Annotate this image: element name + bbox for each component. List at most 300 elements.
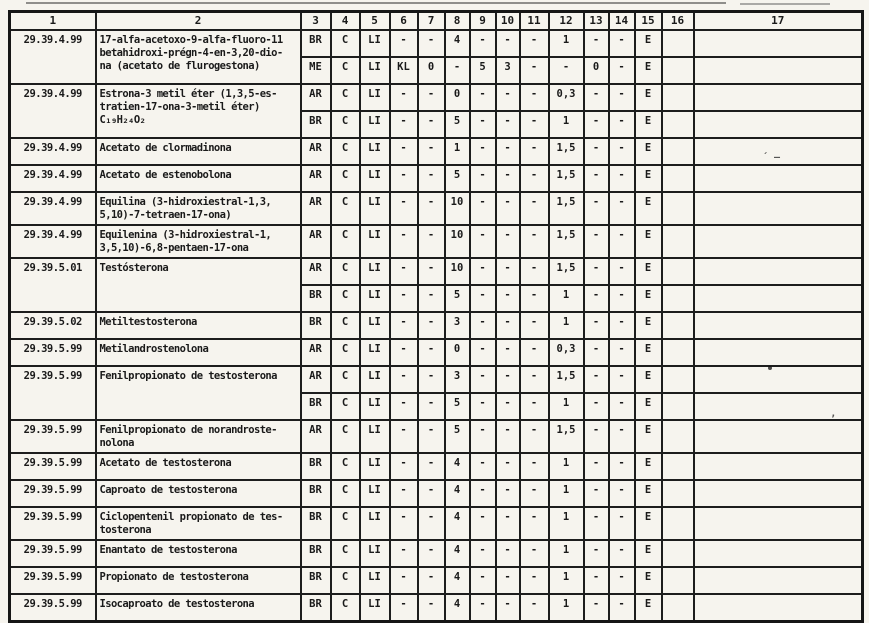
value-cell-col13: - (584, 138, 609, 165)
value-cell-col6: - (390, 138, 418, 165)
column-header-3: 3 (301, 12, 331, 31)
tariff-code-cell: 29.39.5.99 (10, 540, 96, 567)
value-cell-col8: 1 (445, 138, 470, 165)
column-header-2: 2 (96, 12, 301, 31)
table-row (10, 480, 863, 507)
value-cell-col5: LI (360, 366, 390, 393)
value-cell-col8: 4 (445, 30, 470, 57)
table-row (10, 594, 863, 622)
value-cell-col9: - (470, 285, 496, 312)
scan-artifact-line (26, 2, 726, 4)
tariff-code-cell: 29.39.5.99 (10, 594, 96, 622)
value-cell-col14: - (609, 540, 635, 567)
value-cell-col3: BR (301, 540, 331, 567)
substance-name-line: Acetato de estenobolona (99, 169, 232, 181)
substance-name-cell (96, 540, 301, 567)
value-cell-col9: - (470, 138, 496, 165)
value-cell-col7: - (418, 30, 445, 57)
value-cell-col5: LI (360, 258, 390, 285)
value-cell-col6: - (390, 420, 418, 453)
value-cell-col16 (662, 225, 694, 258)
value-cell-col16 (662, 540, 694, 567)
value-cell-col13: - (584, 192, 609, 225)
tariff-code-cell: 29.39.4.99 (10, 30, 96, 84)
value-cell-col5: LI (360, 225, 390, 258)
value-cell-col15: E (635, 480, 662, 507)
value-cell-col7: - (418, 225, 445, 258)
value-cell-col6: - (390, 165, 418, 192)
value-cell-col16 (662, 339, 694, 366)
substance-name-cell (96, 420, 301, 453)
value-cell-col16 (662, 165, 694, 192)
value-cell-col8: 4 (445, 594, 470, 622)
table-row (10, 420, 863, 453)
value-cell-col11: - (520, 507, 549, 540)
value-cell-col11: - (520, 339, 549, 366)
value-cell-col14: - (609, 258, 635, 285)
value-cell-col16 (662, 192, 694, 225)
value-cell-col13: - (584, 312, 609, 339)
value-cell-col6: KL (390, 57, 418, 84)
column-header-14: 14 (609, 12, 635, 31)
value-cell-col3: ME (301, 57, 331, 84)
value-cell-col8: 10 (445, 258, 470, 285)
value-cell-col8: 5 (445, 111, 470, 138)
value-cell-col13: - (584, 507, 609, 540)
value-cell-col5: LI (360, 84, 390, 111)
value-cell-col5: LI (360, 57, 390, 84)
table-body (10, 30, 863, 622)
value-cell-col7: - (418, 453, 445, 480)
substance-name-line: Isocaproato de testosterona (99, 598, 254, 610)
value-cell-col5: LI (360, 312, 390, 339)
value-cell-col17 (694, 507, 863, 540)
substance-name-line: tratien-17-ona-3-metil éter) (99, 101, 260, 113)
column-header-13: 13 (584, 12, 609, 31)
table-row (10, 540, 863, 567)
substance-name-cell (96, 192, 301, 225)
table-row (10, 507, 863, 540)
value-cell-col12: 1,5 (549, 165, 584, 192)
substance-name-cell (96, 30, 301, 84)
value-cell-col16 (662, 594, 694, 622)
table-header (10, 12, 863, 31)
value-cell-col7: - (418, 192, 445, 225)
value-cell-col11: - (520, 393, 549, 420)
substance-name-cell (96, 480, 301, 507)
value-cell-col5: LI (360, 594, 390, 622)
value-cell-col3: BR (301, 393, 331, 420)
value-cell-col4: C (331, 393, 360, 420)
value-cell-col17 (694, 339, 863, 366)
value-cell-col9: - (470, 312, 496, 339)
value-cell-col10: - (496, 285, 520, 312)
value-cell-col4: C (331, 84, 360, 111)
value-cell-col5: LI (360, 165, 390, 192)
substance-name-line: Estrona-3 metil éter (1,3,5-es- (99, 88, 277, 100)
tariff-code-cell: 29.39.4.99 (10, 165, 96, 192)
value-cell-col15: E (635, 138, 662, 165)
value-cell-col12: 0,3 (549, 84, 584, 111)
value-cell-col13: - (584, 567, 609, 594)
value-cell-col6: - (390, 225, 418, 258)
value-cell-col17 (694, 225, 863, 258)
value-cell-col10: - (496, 480, 520, 507)
value-cell-col14: - (609, 567, 635, 594)
value-cell-col14: - (609, 111, 635, 138)
value-cell-col17 (694, 453, 863, 480)
value-cell-col9: - (470, 480, 496, 507)
substance-name-cell (96, 225, 301, 258)
value-cell-col14: - (609, 366, 635, 393)
value-cell-col6: - (390, 507, 418, 540)
value-cell-col9: - (470, 567, 496, 594)
tariff-code-cell: 29.39.4.99 (10, 84, 96, 138)
value-cell-col17 (694, 540, 863, 567)
value-cell-col7: - (418, 393, 445, 420)
value-cell-col17 (694, 420, 863, 453)
value-cell-col10: - (496, 165, 520, 192)
value-cell-col4: C (331, 339, 360, 366)
value-cell-col11: - (520, 258, 549, 285)
value-cell-col5: LI (360, 30, 390, 57)
value-cell-col5: LI (360, 507, 390, 540)
value-cell-col10: - (496, 594, 520, 622)
value-cell-col16 (662, 453, 694, 480)
value-cell-col11: - (520, 84, 549, 111)
value-cell-col14: - (609, 393, 635, 420)
value-cell-col9: - (470, 192, 496, 225)
value-cell-col10: - (496, 84, 520, 111)
value-cell-col15: E (635, 312, 662, 339)
value-cell-col8: 4 (445, 507, 470, 540)
value-cell-col7: - (418, 165, 445, 192)
substance-name-line: Acetato de testosterona (99, 457, 232, 469)
value-cell-col9: 5 (470, 57, 496, 84)
value-cell-col11: - (520, 594, 549, 622)
value-cell-col9: - (470, 453, 496, 480)
value-cell-col12: 1 (549, 594, 584, 622)
value-cell-col13: - (584, 453, 609, 480)
tariff-code-cell: 29.39.5.99 (10, 366, 96, 420)
value-cell-col6: - (390, 84, 418, 111)
value-cell-col10: 3 (496, 57, 520, 84)
value-cell-col3: BR (301, 480, 331, 507)
value-cell-col17 (694, 192, 863, 225)
value-cell-col15: E (635, 567, 662, 594)
value-cell-col14: - (609, 312, 635, 339)
value-cell-col11: - (520, 225, 549, 258)
value-cell-col17 (694, 84, 863, 111)
value-cell-col12: 1 (549, 312, 584, 339)
substance-name-line: Equilenina (3-hidroxiestral-1, (99, 229, 272, 241)
value-cell-col16 (662, 111, 694, 138)
value-cell-col3: BR (301, 567, 331, 594)
value-cell-col14: - (609, 84, 635, 111)
column-header-7: 7 (418, 12, 445, 31)
value-cell-col14: - (609, 453, 635, 480)
value-cell-col12: 1 (549, 567, 584, 594)
value-cell-col8: 0 (445, 84, 470, 111)
value-cell-col12: 1,5 (549, 225, 584, 258)
column-header-16: 16 (662, 12, 694, 31)
value-cell-col8: 5 (445, 393, 470, 420)
value-cell-col12: 1,5 (549, 366, 584, 393)
value-cell-col5: LI (360, 480, 390, 507)
value-cell-col6: - (390, 192, 418, 225)
value-cell-col10: - (496, 339, 520, 366)
substance-name-line: C₁₉H₂₄O₂ (99, 114, 146, 126)
substance-name-cell (96, 165, 301, 192)
table-row (10, 138, 863, 165)
value-cell-col17 (694, 111, 863, 138)
column-header-12: 12 (549, 12, 584, 31)
value-cell-col14: - (609, 30, 635, 57)
value-cell-col17 (694, 57, 863, 84)
value-cell-col4: C (331, 420, 360, 453)
substance-name-line: Fenilpropionato de testosterona (99, 370, 277, 382)
value-cell-col15: E (635, 339, 662, 366)
value-cell-col14: - (609, 57, 635, 84)
value-cell-col3: AR (301, 138, 331, 165)
value-cell-col15: E (635, 258, 662, 285)
value-cell-col15: E (635, 507, 662, 540)
substance-name-line: Metiltestosterona (99, 316, 197, 328)
substance-name-line: Ciclopentenil propionato de tes- (99, 511, 283, 523)
tariff-code-cell: 29.39.4.99 (10, 225, 96, 258)
value-cell-col15: E (635, 285, 662, 312)
value-cell-col4: C (331, 540, 360, 567)
value-cell-col13: - (584, 258, 609, 285)
value-cell-col13: 0 (584, 57, 609, 84)
table-row (10, 84, 863, 111)
value-cell-col11: - (520, 165, 549, 192)
value-cell-col5: LI (360, 285, 390, 312)
value-cell-col10: - (496, 453, 520, 480)
value-cell-col3: AR (301, 225, 331, 258)
substance-name-cell (96, 339, 301, 366)
value-cell-col13: - (584, 165, 609, 192)
column-header-9: 9 (470, 12, 496, 31)
value-cell-col8: 4 (445, 453, 470, 480)
substance-name-line: Testósterona (99, 262, 169, 274)
value-cell-col5: LI (360, 453, 390, 480)
value-cell-col16 (662, 138, 694, 165)
value-cell-col12: 1 (549, 453, 584, 480)
substance-name-cell (96, 453, 301, 480)
column-header-10: 10 (496, 12, 520, 31)
value-cell-col16 (662, 258, 694, 285)
substance-name-line: Equilina (3-hidroxiestral-1,3, (99, 196, 272, 208)
value-cell-col17 (694, 567, 863, 594)
column-header-6: 6 (390, 12, 418, 31)
value-cell-col6: - (390, 111, 418, 138)
value-cell-col9: - (470, 339, 496, 366)
substance-name-line: 3,5,10)-6,8-pentaen-17-ona (99, 242, 249, 254)
value-cell-col16 (662, 312, 694, 339)
value-cell-col10: - (496, 393, 520, 420)
value-cell-col17 (694, 594, 863, 622)
substance-name-cell (96, 507, 301, 540)
column-header-5: 5 (360, 12, 390, 31)
value-cell-col5: LI (360, 192, 390, 225)
column-header-1: 1 (10, 12, 96, 31)
value-cell-col15: E (635, 84, 662, 111)
value-cell-col4: C (331, 507, 360, 540)
value-cell-col13: - (584, 420, 609, 453)
value-cell-col9: - (470, 393, 496, 420)
value-cell-col6: - (390, 258, 418, 285)
value-cell-col16 (662, 393, 694, 420)
value-cell-col15: E (635, 192, 662, 225)
value-cell-col9: - (470, 540, 496, 567)
value-cell-col8: 0 (445, 339, 470, 366)
value-cell-col8: - (445, 57, 470, 84)
value-cell-col14: - (609, 285, 635, 312)
value-cell-col8: 5 (445, 420, 470, 453)
value-cell-col17 (694, 285, 863, 312)
column-header-4: 4 (331, 12, 360, 31)
value-cell-col13: - (584, 366, 609, 393)
value-cell-col4: C (331, 258, 360, 285)
value-cell-col9: - (470, 258, 496, 285)
value-cell-col10: - (496, 567, 520, 594)
table-row (10, 258, 863, 285)
tariff-substance-table (8, 10, 864, 623)
table-row (10, 453, 863, 480)
value-cell-col9: - (470, 30, 496, 57)
value-cell-col6: - (390, 594, 418, 622)
value-cell-col11: - (520, 138, 549, 165)
value-cell-col17 (694, 165, 863, 192)
value-cell-col14: - (609, 138, 635, 165)
value-cell-col4: C (331, 453, 360, 480)
value-cell-col7: - (418, 366, 445, 393)
value-cell-col12: 1 (549, 507, 584, 540)
value-cell-col6: - (390, 312, 418, 339)
value-cell-col9: - (470, 366, 496, 393)
value-cell-col14: - (609, 192, 635, 225)
substance-name-cell (96, 84, 301, 138)
value-cell-col6: - (390, 30, 418, 57)
value-cell-col3: BR (301, 453, 331, 480)
value-cell-col6: - (390, 339, 418, 366)
substance-name-line: Acetato de clormadinona (99, 142, 232, 154)
value-cell-col7: - (418, 567, 445, 594)
substance-name-line: Propionato de testosterona (99, 571, 249, 583)
value-cell-col4: C (331, 165, 360, 192)
value-cell-col8: 4 (445, 567, 470, 594)
value-cell-col7: 0 (418, 57, 445, 84)
value-cell-col13: - (584, 393, 609, 420)
value-cell-col11: - (520, 453, 549, 480)
substance-name-line: Enantato de testosterona (99, 544, 237, 556)
tariff-code-cell: 29.39.5.99 (10, 480, 96, 507)
value-cell-col12: - (549, 57, 584, 84)
value-cell-col9: - (470, 594, 496, 622)
value-cell-col5: LI (360, 393, 390, 420)
value-cell-col3: BR (301, 285, 331, 312)
value-cell-col17 (694, 366, 863, 393)
value-cell-col8: 4 (445, 480, 470, 507)
value-cell-col7: - (418, 111, 445, 138)
value-cell-col14: - (609, 339, 635, 366)
value-cell-col4: C (331, 138, 360, 165)
value-cell-col3: AR (301, 420, 331, 453)
tariff-code-cell: 29.39.5.99 (10, 420, 96, 453)
substance-name-line: Fenilpropionato de norandroste- (99, 424, 277, 436)
value-cell-col13: - (584, 30, 609, 57)
value-cell-col10: - (496, 192, 520, 225)
table-row (10, 30, 863, 57)
value-cell-col15: E (635, 540, 662, 567)
value-cell-col5: LI (360, 567, 390, 594)
table-row (10, 339, 863, 366)
value-cell-col8: 4 (445, 540, 470, 567)
value-cell-col7: - (418, 285, 445, 312)
tariff-code-cell: 29.39.5.01 (10, 258, 96, 312)
scan-artifact-mark: ’ (830, 414, 837, 425)
value-cell-col17 (694, 30, 863, 57)
substance-name-line: 5,10)-7-tetraen-17-ona) (99, 209, 232, 221)
value-cell-col14: - (609, 420, 635, 453)
value-cell-col15: E (635, 57, 662, 84)
value-cell-col10: - (496, 258, 520, 285)
value-cell-col3: AR (301, 258, 331, 285)
value-cell-col16 (662, 285, 694, 312)
substance-name-cell (96, 366, 301, 420)
value-cell-col11: - (520, 420, 549, 453)
value-cell-col12: 1,5 (549, 138, 584, 165)
value-cell-col4: C (331, 111, 360, 138)
value-cell-col17 (694, 258, 863, 285)
substance-name-cell (96, 258, 301, 312)
value-cell-col5: LI (360, 540, 390, 567)
substance-name-line: na (acetato de flurogestona) (99, 60, 260, 72)
tariff-code-cell: 29.39.5.99 (10, 339, 96, 366)
value-cell-col8: 10 (445, 225, 470, 258)
value-cell-col15: E (635, 111, 662, 138)
value-cell-col7: - (418, 594, 445, 622)
value-cell-col11: - (520, 540, 549, 567)
value-cell-col10: - (496, 225, 520, 258)
value-cell-col6: - (390, 393, 418, 420)
value-cell-col4: C (331, 312, 360, 339)
value-cell-col12: 1,5 (549, 192, 584, 225)
value-cell-col14: - (609, 507, 635, 540)
value-cell-col7: - (418, 339, 445, 366)
table-row (10, 567, 863, 594)
value-cell-col10: - (496, 312, 520, 339)
value-cell-col6: - (390, 285, 418, 312)
value-cell-col3: BR (301, 111, 331, 138)
column-header-8: 8 (445, 12, 470, 31)
tariff-code-cell: 29.39.5.99 (10, 453, 96, 480)
value-cell-col11: - (520, 111, 549, 138)
value-cell-col11: - (520, 285, 549, 312)
value-cell-col3: BR (301, 594, 331, 622)
value-cell-col15: E (635, 420, 662, 453)
value-cell-col16 (662, 480, 694, 507)
value-cell-col16 (662, 84, 694, 111)
value-cell-col9: - (470, 225, 496, 258)
substance-name-line: 17-alfa-acetoxo-9-alfa-fluoro-11 (99, 34, 283, 46)
value-cell-col4: C (331, 192, 360, 225)
value-cell-col15: E (635, 453, 662, 480)
value-cell-col8: 5 (445, 165, 470, 192)
value-cell-col5: LI (360, 111, 390, 138)
value-cell-col4: C (331, 57, 360, 84)
